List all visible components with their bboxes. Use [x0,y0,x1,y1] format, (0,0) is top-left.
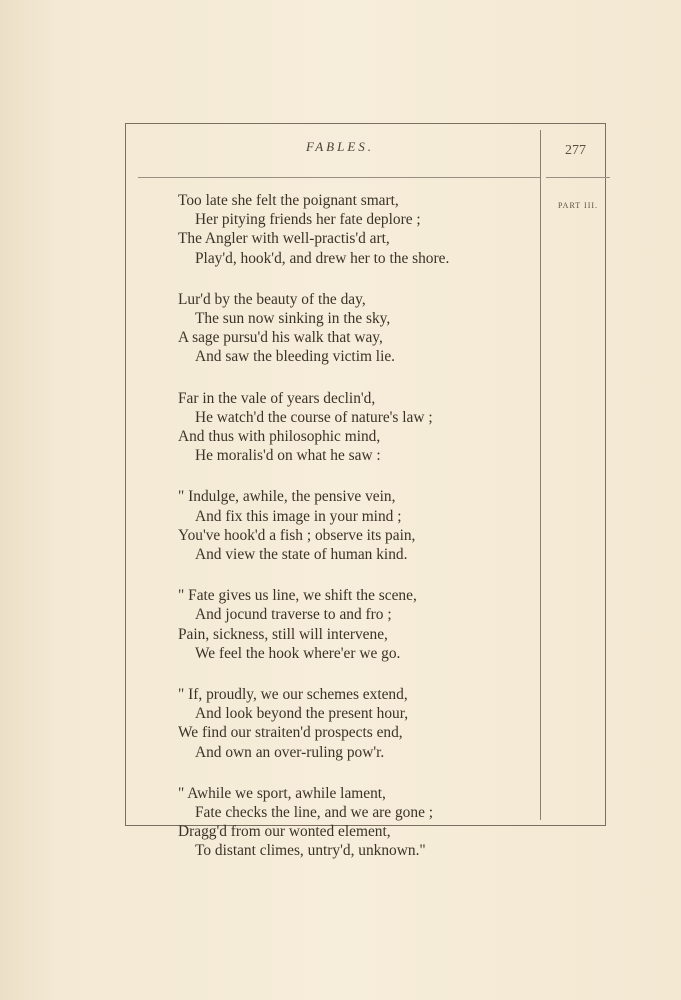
poem-line: And saw the bleeding victim lie. [195,348,396,366]
poem-line: And fix this image in your mind ; [195,507,402,525]
poem-line: You've hook'd a fish ; observe its pain, [178,526,416,544]
poem-line: Far in the vale of years declin'd, [178,389,376,407]
poem-body [178,191,538,883]
poem-line: And look beyond the present hour, [195,705,409,723]
poem-line: The Angler with well-practis'd art, [178,230,390,248]
stanza [178,487,538,564]
poem-line: Dragg'd from our wonted element, [178,823,391,841]
poem-line: Pain, sickness, still will intervene, [178,625,388,643]
stanza [178,784,538,861]
poem-line: We feel the hook where'er we go. [195,644,401,662]
header-rule [138,177,540,178]
poem-line: Fate checks the line, and we are gone ; [195,804,434,822]
poem-line: And thus with philosophic mind, [178,428,381,446]
poem-line: " If, proudly, we our schemes extend, [178,686,408,704]
poem-line: A sage pursu'd his walk that way, [178,329,383,347]
poem-line: And jocund traverse to and fro ; [195,606,392,624]
poem-line: Too late she felt the poignant smart, [178,192,399,209]
margin-header-rule [546,177,610,178]
stanza [178,191,538,268]
margin-divider-vertical [540,130,541,820]
poem-line: " Fate gives us line, we shift the scene, [178,587,417,605]
stanza [178,685,538,762]
running-head: FABLES. [305,139,375,154]
poem-line: " Indulge, awhile, the pensive vein, [178,488,396,506]
stanza [178,389,538,466]
poem-line: He watch'd the course of nature's law ; [195,408,433,426]
stanza [178,290,538,367]
poem-line: To distant climes, untry'd, unknown." [195,842,426,860]
poem-line: " Awhile we sport, awhile lament, [178,784,386,802]
page-number: 277 [565,143,586,158]
poem-line: He moralis'd on what he saw : [195,447,381,465]
poem-line: The sun now sinking in the sky, [195,310,391,328]
poem-line: Lur'd by the beauty of the day, [178,290,366,308]
stanza [178,586,538,663]
side-note: PART III. [557,201,599,210]
poem-line: We find our straiten'd prospects end, [178,724,403,742]
poem-line: Play'd, hook'd, and drew her to the shore. [195,249,450,267]
poem-line: Her pitying friends her fate deplore ; [195,211,421,229]
poem-line: And own an over-ruling pow'r. [195,743,385,761]
poem-line: And view the state of human kind. [195,546,408,564]
